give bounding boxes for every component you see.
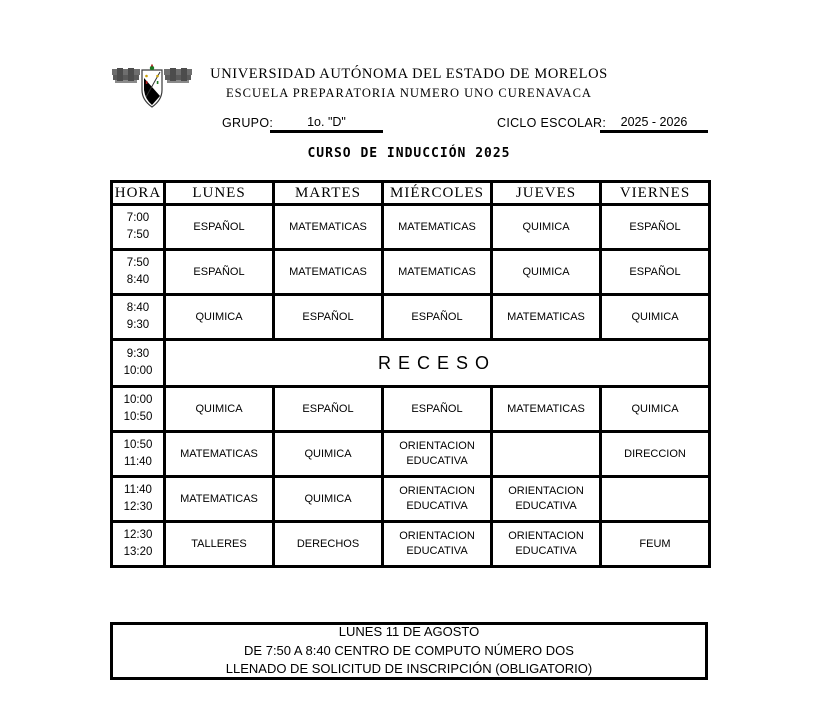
time-cell: 9:30 10:00 — [112, 340, 165, 387]
subject-cell: MATEMATICAS — [274, 250, 383, 295]
course-title: CURSO DE INDUCCIÓN 2025 — [307, 146, 511, 161]
schedule-table — [110, 180, 711, 568]
subject-cell: ESPAÑOL — [601, 205, 710, 250]
table-row — [112, 522, 710, 567]
subject-cell: ORIENTACION EDUCATIVA — [383, 432, 492, 477]
subject-cell: ORIENTACION EDUCATIVA — [492, 477, 601, 522]
col-header-martes: MARTES — [274, 182, 383, 205]
table-row — [112, 295, 710, 340]
subject-cell: MATEMATICAS — [492, 295, 601, 340]
subject-cell: QUIMICA — [601, 387, 710, 432]
subject-cell: ESPAÑOL — [165, 205, 274, 250]
announcement-line: LUNES 11 DE AGOSTO — [338, 624, 480, 640]
time-cell: 8:40 9:30 — [112, 295, 165, 340]
table-row — [112, 205, 710, 250]
subject-cell: ORIENTACION EDUCATIVA — [383, 522, 492, 567]
subject-cell: MATEMATICAS — [165, 477, 274, 522]
group-value: 1o. "D" — [307, 115, 346, 129]
subject-cell: DERECHOS — [274, 522, 383, 567]
cycle-label: CICLO ESCOLAR: — [497, 116, 607, 130]
time-cell: 7:50 8:40 — [112, 250, 165, 295]
table-row — [112, 250, 710, 295]
subject-cell: MATEMATICAS — [383, 250, 492, 295]
announcement-box — [110, 622, 708, 680]
receso-cell: RECESO — [165, 340, 710, 387]
subject-cell: MATEMATICAS — [492, 387, 601, 432]
subject-cell: TALLERES — [165, 522, 274, 567]
schedule-body — [112, 205, 710, 567]
col-header-lunes: LUNES — [165, 182, 274, 205]
subject-cell: ORIENTACION EDUCATIVA — [383, 477, 492, 522]
group-label: GRUPO: — [222, 116, 274, 130]
subject-cell: DIRECCION — [601, 432, 710, 477]
col-header-miercoles: MIÉRCOLES — [383, 182, 492, 205]
col-header-hora: HORA — [112, 182, 165, 205]
table-row — [112, 340, 710, 387]
subject-cell: QUIMICA — [274, 432, 383, 477]
subject-cell: ESPAÑOL — [601, 250, 710, 295]
subject-cell: MATEMATICAS — [165, 432, 274, 477]
subject-cell: QUIMICA — [274, 477, 383, 522]
group-underline — [270, 130, 383, 133]
table-row — [112, 387, 710, 432]
subject-cell: MATEMATICAS — [274, 205, 383, 250]
subject-cell: ESPAÑOL — [274, 295, 383, 340]
subject-cell: QUIMICA — [492, 205, 601, 250]
time-cell: 10:50 11:40 — [112, 432, 165, 477]
time-cell: 11:40 12:30 — [112, 477, 165, 522]
table-row — [112, 477, 710, 522]
subject-cell: QUIMICA — [492, 250, 601, 295]
subject-cell: ESPAÑOL — [383, 387, 492, 432]
university-name: UNIVERSIDAD AUTÓNOMA DEL ESTADO DE MORELOS — [210, 66, 608, 82]
subject-cell: ORIENTACION EDUCATIVA — [492, 522, 601, 567]
subject-cell: QUIMICA — [165, 295, 274, 340]
col-header-jueves: JUEVES — [492, 182, 601, 205]
subject-cell: QUIMICA — [165, 387, 274, 432]
table-row — [112, 432, 710, 477]
time-cell: 7:00 7:50 — [112, 205, 165, 250]
time-cell: 10:00 10:50 — [112, 387, 165, 432]
time-cell: 12:30 13:20 — [112, 522, 165, 567]
announcement-line: DE 7:50 A 8:40 CENTRO DE COMPUTO NÚMERO DOS — [244, 642, 574, 658]
announcement-line: LLENADO DE SOLICITUD DE INSCRIPCIÓN (OBLIGATORIO) — [225, 661, 593, 677]
subject-cell: QUIMICA — [601, 295, 710, 340]
subject-cell: ESPAÑOL — [274, 387, 383, 432]
school-name: ESCUELA PREPARATORIA NUMERO UNO CURENAVACA — [226, 86, 592, 100]
subject-cell: FEUM — [601, 522, 710, 567]
subject-cell: MATEMATICAS — [383, 205, 492, 250]
empty-cell — [601, 477, 710, 522]
header-row — [112, 182, 710, 205]
cycle-underline — [600, 130, 708, 133]
cycle-value: 2025 - 2026 — [620, 115, 688, 129]
empty-cell — [492, 432, 601, 477]
subject-cell: ESPAÑOL — [383, 295, 492, 340]
subject-cell: ESPAÑOL — [165, 250, 274, 295]
col-header-viernes: VIERNES — [601, 182, 710, 205]
